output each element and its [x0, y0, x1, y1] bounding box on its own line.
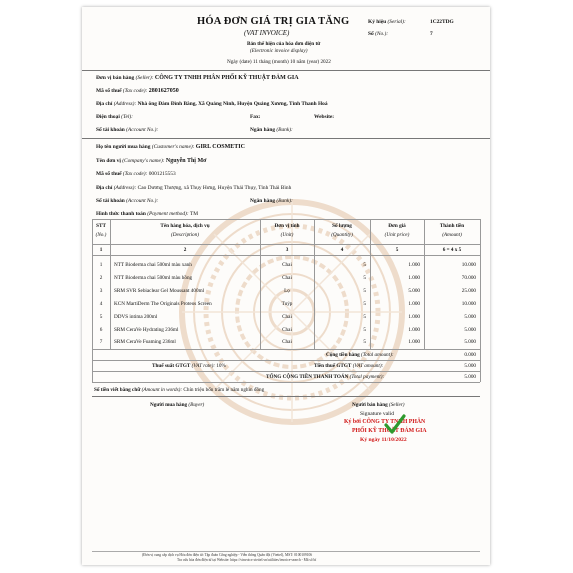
signed-by-line2: PHỐI KỸ THUẬT ĐẢM GIA [352, 428, 427, 434]
col-header-amount-en: (Amount) [442, 232, 462, 238]
seller-signature-label: Người bán hàng (Seller) [352, 402, 405, 408]
subtotal-label: Cộng tiền hàng (Total amount): [326, 352, 394, 358]
seller-address: Địa chỉ (Address): Nhà ông Đàm Đình Bằng, Xã Quảng Ninh, Huyện Quảng Xương, Tỉnh Thanh Hoá [96, 101, 328, 107]
cell-description: DDVS intima 200ml [114, 314, 158, 320]
cell-unit: Chai [282, 275, 292, 281]
divider [82, 138, 490, 139]
col-header-description: Tên hàng hóa, dịch vụ [160, 223, 210, 229]
cell-no: 1 [99, 262, 103, 268]
divider [92, 551, 480, 552]
display-note: Bản thể hiện của hóa đơn điện tử [247, 41, 321, 47]
table-border [480, 219, 481, 382]
cell-no: 3 [99, 288, 103, 294]
cell-unit-price: 1.000 [408, 301, 420, 307]
cell-description: NTT Bioderma chai 500ml màu hồng [114, 275, 193, 281]
seller-name: Đơn vị bán hàng (Seller): CÔNG TY TNHH PHÂN PHỐI KỸ THUẬT ĐẢM GIA [96, 75, 299, 81]
col-header-unit-en: (Unit) [280, 232, 294, 238]
cell-unit-price: 1.000 [408, 262, 420, 268]
number-value: 7 [430, 31, 433, 37]
cell-unit: Lọ [284, 288, 290, 294]
cell-description: SRM CeraVe Hydrating 236ml [114, 327, 179, 333]
cell-quantity: 5 [363, 327, 366, 333]
grand-total-value: 5.000 [464, 374, 476, 380]
signature-check-icon [384, 413, 406, 435]
cell-description: SRM SVR Sebiaclear Gel Moussant 400ml [114, 288, 205, 294]
buyer-account: Số tài khoản (Account No.): [96, 198, 159, 204]
col-header-unit-price-en: (Unit price) [384, 232, 410, 238]
cell-amount: 5.000 [464, 327, 476, 333]
subtotal-value: 0.000 [464, 352, 476, 358]
table-border [92, 371, 480, 372]
divider [82, 70, 490, 71]
buyer-bank: Ngân hàng (Bank): [250, 198, 293, 204]
seller-bank: Ngân hàng (Bank): [250, 127, 293, 133]
vat-amount-value: 5.000 [464, 363, 476, 369]
cell-amount: 5.000 [464, 339, 476, 345]
invoice-sheet [82, 7, 490, 565]
index-cell: 5 [395, 247, 399, 253]
cell-amount: 70.000 [461, 275, 476, 281]
index-cell: 4 [340, 247, 344, 253]
footer-provider: (Đơn vị cung cấp dịch vụ Hóa đơn điện tử: Tập đoàn Công nghiệp - Viễn thông Quân đội (Viettel), MST: 0100109106 [142, 553, 313, 557]
cell-unit-price: 1.000 [408, 314, 420, 320]
buyer-tax-code: Mã số thuế (Tax code): 0001215553 [96, 171, 176, 177]
buyer-company: Tên đơn vị (Company's name): Nguyễn Thị Mơ [96, 158, 207, 164]
cell-quantity: 5 [363, 262, 366, 268]
cell-unit: Chai [282, 327, 292, 333]
seller-website: Website: [314, 114, 335, 120]
index-cell: 3 [285, 247, 289, 253]
display-note-en: (Electronic invoice display) [250, 48, 308, 54]
buyer-payment-method: Hình thức thanh toán (Payment method): TM [96, 211, 199, 217]
cell-amount: 5.000 [464, 314, 476, 320]
invoice-subtitle: (VAT INVOICE) [244, 29, 290, 37]
cell-quantity: 5 [363, 339, 366, 345]
seller-fax: Fax: [250, 114, 261, 120]
col-header-unit: Đơn vị tính [274, 223, 300, 229]
cell-no: 7 [99, 339, 103, 345]
col-header-quantity-en: (Quantity) [331, 232, 353, 238]
vat-rate: Thuế suất GTGT (VAT rate): 10% [152, 363, 226, 369]
invoice-date: Ngày (date) 11 tháng (month) 10 năm (year) 2022 [227, 59, 331, 65]
col-header-quantity: Số lượng [332, 223, 352, 229]
index-cell: 6 = 4 x 5 [442, 247, 462, 253]
cell-unit: Tuýp [281, 301, 293, 307]
cell-quantity: 5 [363, 301, 366, 307]
table-border [92, 255, 480, 256]
col-header-no-en: (No.) [95, 232, 107, 238]
seller-account: Số tài khoản (Account No.): [96, 127, 159, 133]
cell-unit-price: 5.000 [408, 288, 420, 294]
divider [92, 396, 480, 397]
cell-no: 6 [99, 327, 103, 333]
signed-date: Ký ngày 11/10/2022 [360, 437, 407, 443]
cell-description: SRM CeraVe Foaming 236ml [114, 339, 176, 345]
signed-by-line1: Ký bởi CÔNG TY TNHH PHÂN [344, 419, 426, 425]
cell-quantity: 5 [363, 288, 366, 294]
cell-amount: 10.000 [461, 301, 476, 307]
table-border [92, 349, 480, 350]
col-header-unit-price: Đơn giá [388, 223, 406, 229]
signature-valid-text: Signature valid [360, 411, 395, 417]
cell-unit: Chai [282, 339, 292, 345]
amount-in-words: Số tiền viết bằng chữ (Amount in words): Chín triệu bốn trăm lẻ năm nghìn đồng [94, 387, 265, 393]
buyer-address: Địa chỉ (Address): Cao Dương Thượng, xã Thụy Hưng, Huyện Thái Thụy, Tỉnh Thái Bình [96, 185, 292, 191]
invoice-title: HÓA ĐƠN GIÁ TRỊ GIA TĂNG [197, 16, 350, 27]
table-border [92, 219, 480, 220]
cell-no: 2 [99, 275, 103, 281]
table-border [92, 244, 480, 245]
footer-lookup: Tra cứu hóa đơn điện tử tại Website: https://vinvoice.viettel.vn/utilities/invoice-search - Mã số bí [177, 558, 317, 562]
serial-value: 1C22TDG [430, 19, 454, 25]
index-cell: 2 [183, 247, 187, 253]
table-border [110, 219, 111, 349]
buyer-signature-label: Người mua hàng (Buyer) [150, 402, 205, 408]
col-header-amount: Thành tiền [439, 223, 465, 229]
cell-amount: 10.000 [461, 262, 476, 268]
cell-description: NTT Bioderma chai 500ml màu xanh [114, 262, 192, 268]
cell-quantity: 5 [363, 314, 366, 320]
seller-tax-code: Mã số thuế (Tax code): 2801627050 [96, 88, 179, 94]
cell-no: 4 [99, 301, 103, 307]
index-cell: 1 [99, 247, 103, 253]
cell-unit-price: 1.000 [408, 327, 420, 333]
serial-label: Ký hiệu (Serial): [368, 19, 406, 25]
col-header-description-en: (Description) [171, 232, 199, 238]
number-label: Số (No.): [368, 31, 389, 37]
cell-unit-price: 1.000 [408, 275, 420, 281]
cell-unit: Chai [282, 314, 292, 320]
table-border [92, 360, 480, 361]
col-header-no: STT [96, 223, 106, 229]
cell-no: 5 [99, 314, 103, 320]
grand-total-label: TỔNG CỘNG TIỀN THANH TOÁN (Total payment): [266, 374, 385, 380]
vat-amount-label: Tiền thuế GTGT (VAT amount): [314, 363, 384, 369]
buyer-customer: Họ tên người mua hàng (Customer's name): GIRL COSMETIC [96, 144, 245, 150]
seller-phone: Điện thoại (Tel): [96, 114, 133, 120]
cell-amount: 25.000 [461, 288, 476, 294]
cell-unit: Chai [282, 262, 292, 268]
cell-quantity: 5 [363, 275, 366, 281]
table-border [92, 382, 480, 383]
cell-description: KCN MartiDerm The Originals Proteos Screen [114, 301, 212, 307]
cell-unit-price: 1.000 [408, 339, 420, 345]
